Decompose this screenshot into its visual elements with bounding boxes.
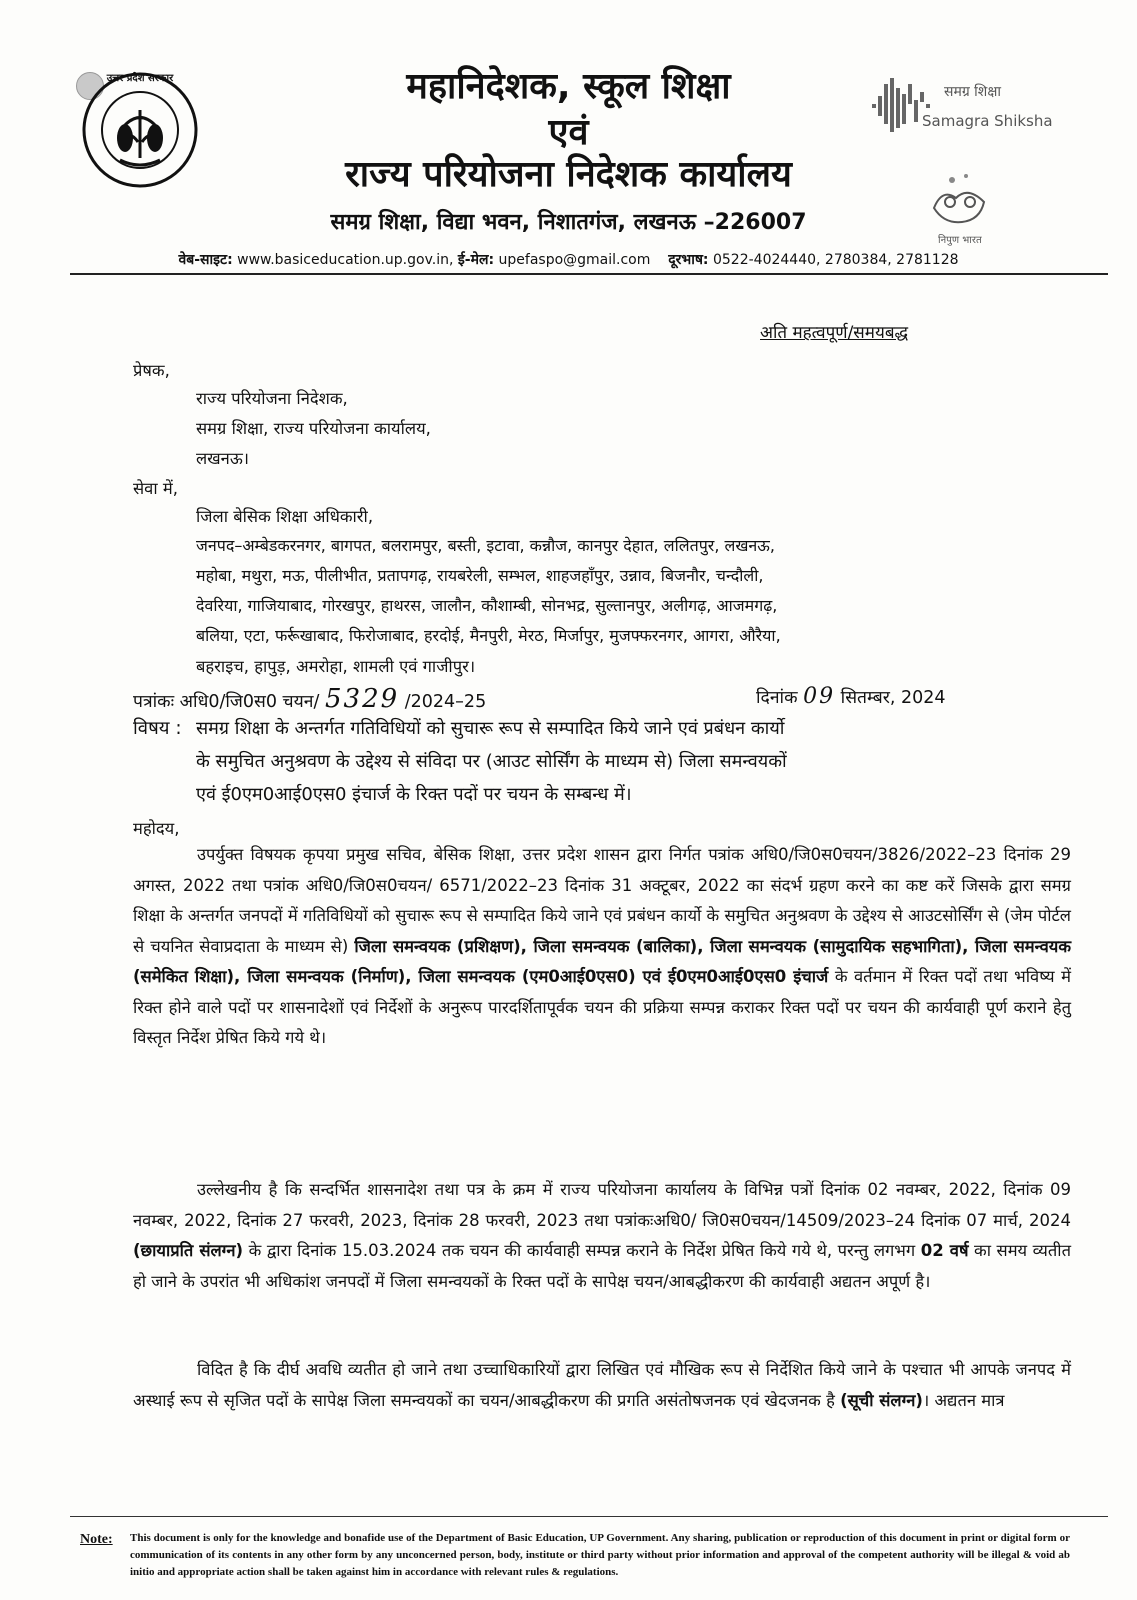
paragraph-3 bbox=[133, 1355, 1071, 1416]
paragraph-1-text: उपर्युक्त विषयक कृपया प्रमुख सचिव, बेसिक शिक्षा, उत्तर प्रदेश शासन द्वारा निर्गत पत्रांक अधि0/जि0स0चयन/3826/2022–23 दिनांक 29 अगस्त, 2022 तथा पत्रांक अधि0/जि0स0चयन/ 6571/2022–23 दिनांक 31 अक्टूबर, 2022 का संदर्भ ग्रहण करने का कष्ट करें जिसके द्वारा समग्र शिक्षा के अन्तर्गत जनपदों में गतिविधियों को सुचारू रूप से सम्पादित किये जाने एवं प्रबंधन कार्यो के समुचित अनुश्रवण के उद्देश्य से आउटसोर्सिंग से (जेम पोर्टल से चयनित सेवाप्रदाता के माध्यम से) bbox=[133, 845, 1071, 956]
phone-label: दूरभाष: bbox=[668, 252, 709, 268]
recipient-line: देवरिया, गाजियाबाद, गोरखपुर, हाथरस, जालौन, कौशाम्बी, सोनभद्र, सुल्तानपुर, अलीगढ़, आजमगढ़, bbox=[196, 596, 778, 615]
priority-label: अति महत्वपूर्ण/समयबद्ध bbox=[760, 323, 909, 343]
paragraph-2-bold: (छायाप्रति संलग्न) bbox=[133, 1241, 244, 1260]
salutation: महोदय, bbox=[133, 819, 180, 838]
handwritten-number: 5329 bbox=[325, 684, 400, 714]
recipient-line: बलिया, एटा, फर्रूखाबाद, फिरोजाबाद, हरदोई, मैनपुरी, मेरठ, मिर्जापुर, मुजफ्फरनगर, आगरा, औरैया, bbox=[196, 626, 781, 645]
letter-date bbox=[756, 684, 946, 709]
recipient-line: महोबा, मथुरा, मऊ, पीलीभीत, प्रतापगढ़, रायबरेली, सम्भल, शाहजहाँपुर, उन्नाव, बिजनौर, चन्दौली, bbox=[196, 566, 764, 585]
email: upefaspo@gmail.com bbox=[498, 252, 651, 268]
recipient-label: सेवा में, bbox=[133, 479, 178, 498]
phone: 0522-4024440, 2780384, 2781128 bbox=[712, 252, 959, 268]
subject-line: समग्र शिक्षा के अन्तर्गत गतिविधियों को सुचारू रूप से सम्पादित किये जाने एवं प्रबंधन कार्यो bbox=[196, 718, 785, 739]
paragraph-3-text-end: । अद्यतन मात्र bbox=[922, 1390, 1005, 1410]
subject-line: एवं ई0एम0आई0एस0 इंचार्ज के रिक्त पदों पर चयन के सम्बन्ध में। bbox=[196, 784, 632, 805]
logo-hindi-text: समग्र शिक्षा bbox=[944, 84, 1001, 100]
recipient-line: बहराइच, हापुड़, अमरोहा, शामली एवं गाजीपुर। bbox=[196, 657, 476, 676]
contact-line bbox=[0, 250, 1137, 269]
paragraph-1 bbox=[133, 840, 1071, 1054]
paragraph-2 bbox=[133, 1175, 1071, 1297]
website: www.basiceducation.up.gov.in, bbox=[237, 252, 454, 268]
office-title-line1: महानिदेशक, स्कूल शिक्षा bbox=[406, 66, 731, 107]
subject-label: विषय : bbox=[133, 718, 182, 739]
date-rest: सितम्बर, 2024 bbox=[840, 688, 946, 708]
office-address: समग्र शिक्षा, विद्या भवन, निशातगंज, लखनऊ –226007 bbox=[330, 210, 807, 235]
handwritten-date: 09 bbox=[803, 684, 836, 709]
subject-line: के समुचित अनुश्रवण के उद्देश्य से संविदा पर (आउट सोर्सिंग के माध्यम से) जिला समन्वयकों bbox=[196, 751, 787, 772]
note-text: This document is only for the knowledge and bonafide use of the Department of Basic Education, UP Government. Any sharing, publication or reproduction of this document in print or digital form or communication of its contents in any other form by any unconcerned person, body, institute or third party without prior information and approval of the competent authority will be illegal & void ab initio and appropriate action shall be taken against him in accordance with relevant rules & regulations. bbox=[130, 1532, 1070, 1578]
paragraph-3-bold: (सूची संलग्न) bbox=[840, 1390, 923, 1410]
email-label: ई-मेल: bbox=[457, 252, 495, 268]
header-divider bbox=[70, 273, 1108, 275]
letter-reference bbox=[133, 684, 486, 714]
paragraph-1-text-end: के वर्तमान में रिक्त पदों तथा भविष्य में रिक्त होने वाले पदों पर शासनादेशों एवं निर्देशों के अनुरूप पारदर्शितापूर्वक चयन की प्रक्रिया सम्पन्न कराकर रिक्त पदों पर चयन की कार्यवाही पूर्ण कराने हेतु विस्तृत निर्देश प्रेषित किये गये थे। bbox=[133, 967, 1071, 1047]
logo-english-text: Samagra Shiksha bbox=[922, 112, 1053, 130]
sender-label: प्रेषक, bbox=[133, 361, 170, 380]
sender-line: राज्य परियोजना निदेशक, bbox=[196, 389, 348, 408]
reference-year: /2024–25 bbox=[404, 692, 487, 712]
samagra-shiksha-logo-icon bbox=[868, 74, 940, 142]
note-label: Note: bbox=[80, 1532, 113, 1547]
paragraph-3-text: विदित है कि दीर्घ अवधि व्यतीत हो जाने तथा उच्चाधिकारियों द्वारा लिखित एवं मौखिक रूप से निर्देशित किये जाने के पश्चात भी आपके जनपद में अस्थाई रूप से सृजित पदों के सापेक्ष जिला समन्वयकों का चयन/आबद्धीकरण की प्रगति असंतोषजनक एवं खेदजनक है bbox=[133, 1360, 1071, 1410]
sender-line: लखनऊ। bbox=[196, 449, 250, 468]
sender-line: समग्र शिक्षा, राज्य परियोजना कार्यालय, bbox=[196, 419, 431, 438]
office-title-line3: राज्य परियोजना निदेशक कार्यालय bbox=[345, 154, 792, 195]
recipient-line: जनपद–अम्बेडकरनगर, बागपत, बलरामपुर, बस्ती, इटावा, कन्नौज, कानपुर देहात, ललितपुर, लखनऊ, bbox=[196, 536, 775, 555]
paragraph-2-text-end: का समय व्यतीत हो जाने के उपरांत भी अधिकांश जनपदों में जिला समन्वयकों के रिक्त पदों के सापेक्ष चयन/आबद्धीकरण की कार्यवाही अद्यतन अपूर्ण है। bbox=[133, 1241, 1071, 1291]
paragraph-2-text: उल्लेखनीय है कि सन्दर्भित शासनादेश तथा पत्र के क्रम में राज्य परियोजना कार्यालय के विभिन्न पत्रों दिनांक 02 नवम्बर, 2022, दिनांक 09 नवम्बर, 2022, दिनांक 27 फरवरी, 2023, दिनांक 28 फरवरी, 2023 तथा पत्रांकःअधि0/ जि0स0चयन/14509/2023–24 दिनांक 07 मार्च, 2024 bbox=[133, 1180, 1071, 1230]
date-label: दिनांक bbox=[756, 688, 798, 708]
nipun-bharat-logo-icon bbox=[922, 168, 1002, 232]
emblem-text: उत्तर प्रदेश सरकार bbox=[106, 73, 174, 84]
reference-prefix: पत्रांकः अधि0/जि0स0 चयन/ bbox=[133, 692, 320, 712]
paragraph-1-bold: जिला समन्वयक (प्रशिक्षण), जिला समन्वयक (बालिका), जिला समन्वयक (सामुदायिक सहभागिता), जिला समन्वयक (समेकित शिक्षा), जिला समन्वयक (निर्माण), जिला समन्वयक (एम0आई0एस0) एवं ई0एम0आई0एस0 इंचार्ज bbox=[133, 936, 1071, 986]
paragraph-2-bold-duration: 02 वर्ष bbox=[920, 1241, 969, 1260]
web-label: वेब-साइट: bbox=[178, 252, 233, 268]
footer-divider bbox=[70, 1516, 1108, 1517]
paragraph-2-text-mid: के द्वारा दिनांक 15.03.2024 तक चयन की कार्यवाही सम्पन्न कराने के निर्देश प्रेषित किये गये थे, परन्तु लगभग bbox=[243, 1241, 921, 1260]
recipient-line: जिला बेसिक शिक्षा अधिकारी, bbox=[196, 507, 374, 526]
nipun-caption: निपुण भारत bbox=[938, 235, 982, 246]
office-title-line2: एवं bbox=[548, 112, 589, 153]
